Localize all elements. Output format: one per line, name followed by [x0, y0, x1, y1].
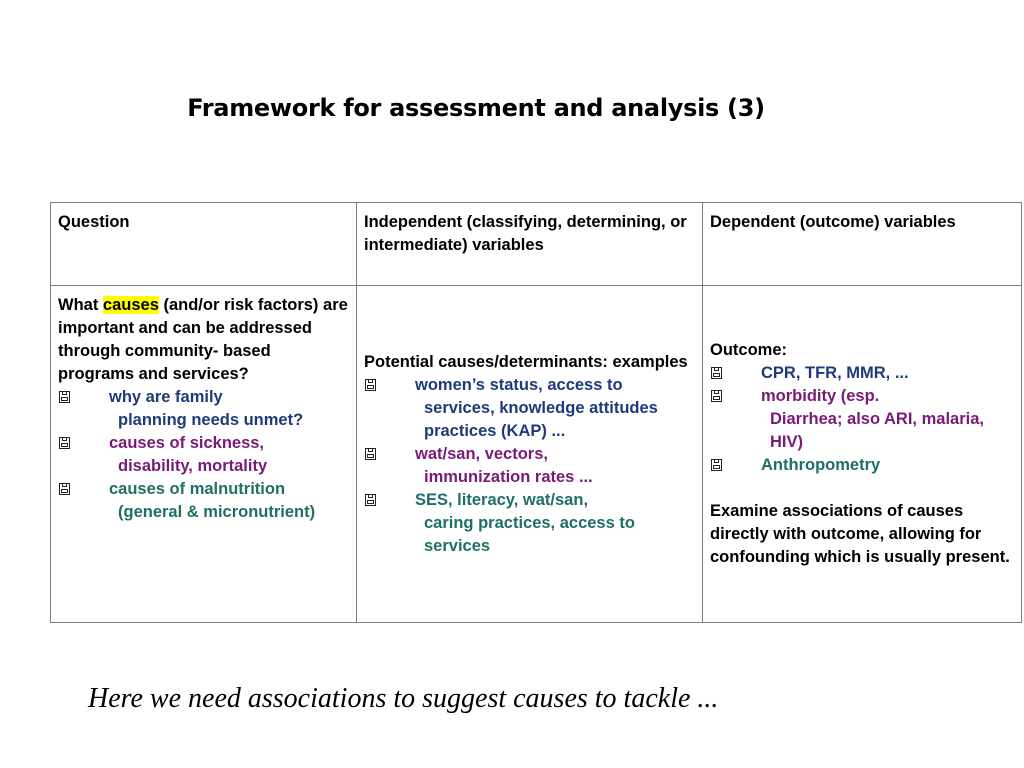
bullet-continuation: disability, mortality — [118, 457, 268, 475]
independent-bullets — [364, 374, 696, 558]
dependent-note: Examine associations of causes directly with outcome, allowing for confounding which is usually present. — [710, 502, 1010, 566]
question-prefix: What — [58, 296, 103, 314]
list-item — [364, 443, 696, 489]
question-bullets — [58, 386, 350, 524]
floppy-disk-bullet-icon — [59, 483, 70, 495]
floppy-disk-bullet-icon — [711, 367, 722, 379]
question-text — [58, 294, 350, 386]
framework-table — [50, 202, 1022, 623]
bullet-text: why are family — [109, 388, 223, 406]
floppy-disk-bullet-icon — [711, 459, 722, 471]
spacer — [710, 477, 1015, 500]
bullet-text: wat/san, vectors, — [415, 444, 548, 463]
independent-intro: Potential causes/determinants: examples — [364, 352, 688, 371]
bullet-continuation: services, knowledge attitudes practices (KAP) ... — [424, 398, 658, 440]
floppy-disk-bullet-icon — [59, 437, 70, 449]
independent-cell — [357, 286, 703, 623]
floppy-disk-bullet-icon — [365, 494, 376, 506]
table-row — [51, 286, 1022, 623]
highlighted-word: causes — [102, 296, 159, 314]
header-dependent: Dependent (outcome) variables — [703, 203, 1022, 286]
dependent-bullets — [710, 362, 1015, 477]
slide-title: Framework for assessment and analysis (3) — [187, 94, 765, 122]
table-header-row — [51, 203, 1022, 286]
footer-note: Here we need associations to suggest causes to tackle ... — [88, 683, 719, 714]
question-suffix: (and/or risk factors) are important and can be addressed through community- based programs and services? — [58, 296, 348, 383]
bullet-continuation: caring practices, access to services — [424, 513, 635, 555]
question-cell — [51, 286, 357, 623]
floppy-disk-bullet-icon — [59, 391, 70, 403]
bullet-text: Anthropometry — [761, 456, 881, 474]
header-independent: Independent (classifying, determining, or intermediate) variables — [357, 203, 703, 286]
floppy-disk-bullet-icon — [365, 448, 376, 460]
bullet-continuation: immunization rates ... — [424, 467, 593, 486]
floppy-disk-bullet-icon — [711, 390, 722, 402]
list-item — [58, 478, 350, 524]
list-item — [58, 432, 350, 478]
floppy-disk-bullet-icon — [365, 379, 376, 391]
dependent-intro: Outcome: — [710, 341, 788, 359]
list-item — [710, 385, 1015, 454]
bullet-continuation: Diarrhea; also ARI, malaria, HIV) — [770, 410, 984, 451]
bullet-text: women’s status, access to — [415, 375, 623, 394]
bullet-text: causes of sickness, — [109, 434, 265, 452]
list-item — [364, 374, 696, 443]
dependent-cell — [703, 286, 1022, 623]
list-item — [710, 362, 1015, 385]
list-item — [58, 386, 350, 432]
list-item — [364, 489, 696, 558]
bullet-text: SES, literacy, wat/san, — [415, 490, 589, 509]
bullet-text: CPR, TFR, MMR, ... — [761, 364, 909, 382]
bullet-text: causes of malnutrition — [109, 480, 286, 498]
bullet-continuation: planning needs unmet? — [118, 411, 304, 429]
list-item — [710, 454, 1015, 477]
bullet-continuation: (general & micronutrient) — [118, 503, 316, 521]
bullet-text: morbidity (esp. — [761, 387, 880, 405]
header-question: Question — [51, 203, 357, 286]
